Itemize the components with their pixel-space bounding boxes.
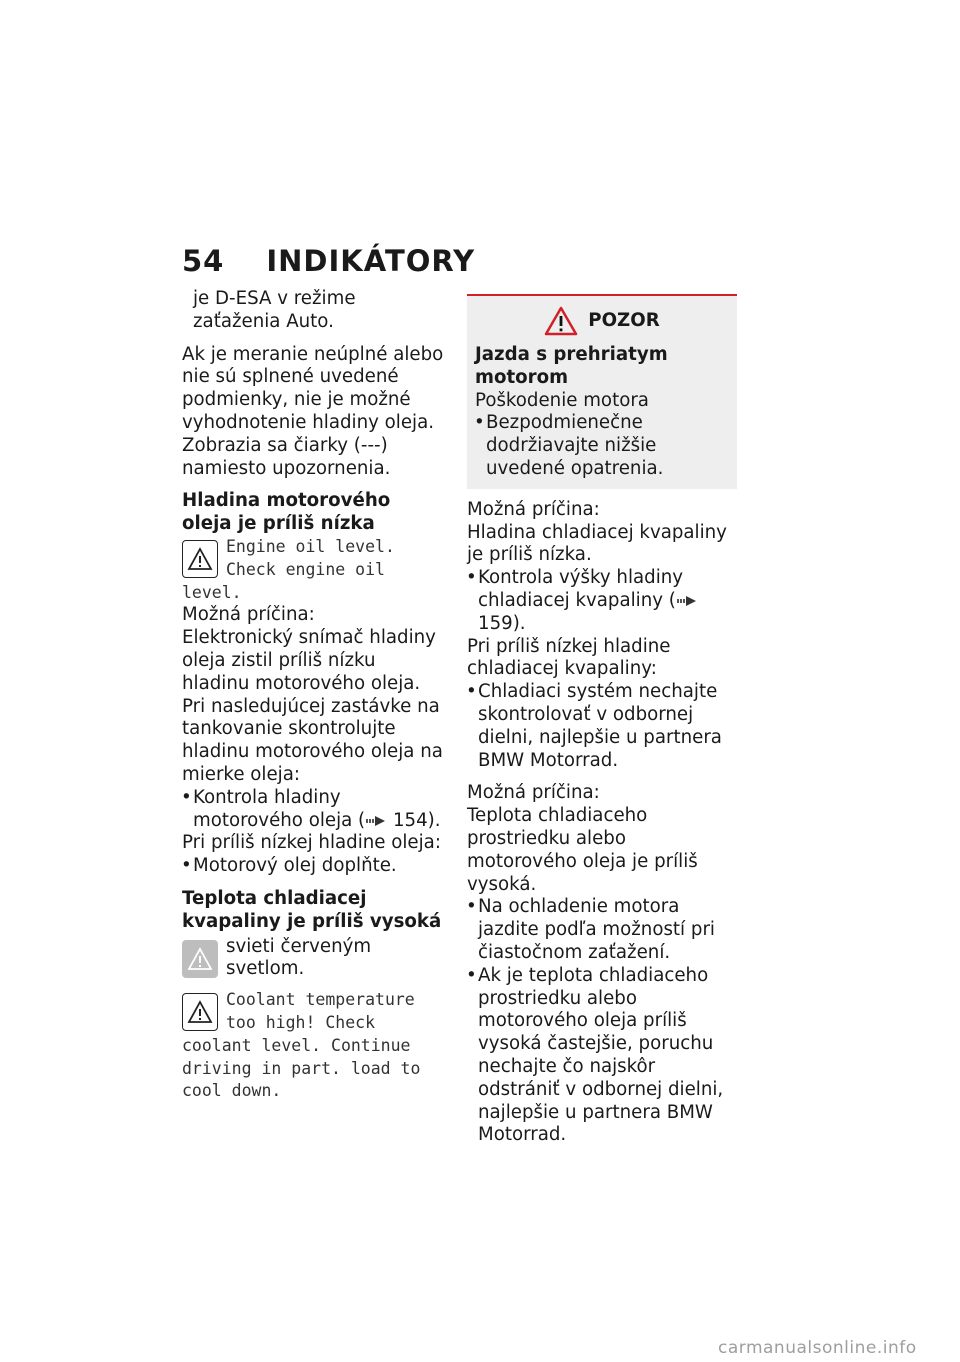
caution-bullet: • Bezpodmienečne dodržiavajte nižšie uvedené opatrenia. bbox=[475, 412, 729, 480]
list-item: • Chladiaci systém nechajte skontrolovať v odbornej dielni, najlepšie u partnera BMW Motorrad. bbox=[467, 681, 737, 772]
list-item: • Kontrola hladiny motorového oleja ( 154). bbox=[182, 787, 444, 833]
caution-heading: Jazda s prehriatym motorom bbox=[475, 344, 668, 388]
warning-triangle-icon bbox=[182, 540, 218, 578]
list-item: • Ak je teplota chladiaceho prostriedku alebo motorového oleja príliš vysoká častejšie, poruchu nechajte čo najskôr odstrániť v odbornej dielni, najlepšie u partnera BMW Motorrad. bbox=[467, 965, 737, 1147]
caution-triangle-icon bbox=[544, 306, 578, 336]
page-title: INDIKÁTORY bbox=[266, 244, 476, 278]
caution-title bbox=[475, 306, 729, 336]
list-item: • Motorový olej doplňte. bbox=[182, 855, 444, 878]
warning-light-icon bbox=[182, 940, 218, 978]
page-ref-arrow-icon bbox=[365, 815, 387, 827]
cause-label: Možná príčina: bbox=[467, 498, 600, 520]
display-message-coolant: Coolant temperature too high! Check coolant level. Continue driving in part. load to cool down. bbox=[182, 990, 421, 1101]
page-header bbox=[182, 244, 475, 278]
oil-warning-line bbox=[182, 536, 444, 604]
list-item: • Na ochladenie motora jazdite podľa možností pri čiastočnom zaťažení. bbox=[467, 896, 737, 964]
if-low-label: Pri príliš nízkej hladine oleja: bbox=[182, 832, 441, 854]
light-description: svieti červeným svetlom. bbox=[226, 935, 372, 980]
coolant-light-line bbox=[182, 936, 444, 982]
cause-label: Možná príčina: bbox=[182, 604, 315, 626]
watermark: carmanualsonline.info bbox=[718, 1338, 917, 1358]
page-ref-arrow-icon bbox=[676, 595, 698, 607]
coolant-warning-line bbox=[182, 989, 444, 1103]
intro-paragraph: Ak je meranie neúplné alebo nie sú splnené uvedené podmienky, nie je možné vyhodnotenie hladiny oleja. Zobrazia sa čiarky (‑‑‑) namiesto upozornenia. bbox=[182, 343, 444, 479]
if-low-label: Pri príliš nízkej hladine chladiacej kvapaliny: bbox=[467, 635, 671, 680]
list-item: • Kontrola výšky hladiny chladiacej kvapaliny ( 159). bbox=[467, 567, 737, 635]
caution-box bbox=[467, 294, 737, 489]
page-number: 54 bbox=[182, 244, 225, 278]
right-column bbox=[467, 294, 737, 1147]
cause-text: Hladina chladiacej kvapaliny je príliš nízka. bbox=[467, 521, 727, 566]
display-message-oil: Engine oil level. Check engine oil level. bbox=[182, 536, 395, 602]
warning-triangle-icon bbox=[182, 993, 218, 1031]
cause-text: Teplota chladiaceho prostriedku alebo motorového oleja je príliš vysoká. bbox=[467, 805, 698, 895]
left-column bbox=[182, 288, 444, 1103]
cause-label: Možná príčina: bbox=[467, 782, 600, 804]
section-heading-oil: Hladina motorového oleja je príliš nízka bbox=[182, 490, 391, 535]
section-heading-coolant: Teplota chladiacej kvapaliny je príliš vysoká bbox=[182, 887, 442, 932]
caution-label: POZOR bbox=[588, 309, 660, 331]
intro-continuation: je D-ESA v režime zaťaženia Auto. bbox=[193, 288, 356, 332]
caution-damage: Poškodenie motora bbox=[475, 389, 649, 411]
cause-text: Elektronický snímač hladiny oleja zistil príliš nízku hladinu motorového oleja. Pri nasledujúcej zastávke na tankovanie skontrolujte hladinu motorového oleja na mierke oleja: bbox=[182, 627, 443, 785]
